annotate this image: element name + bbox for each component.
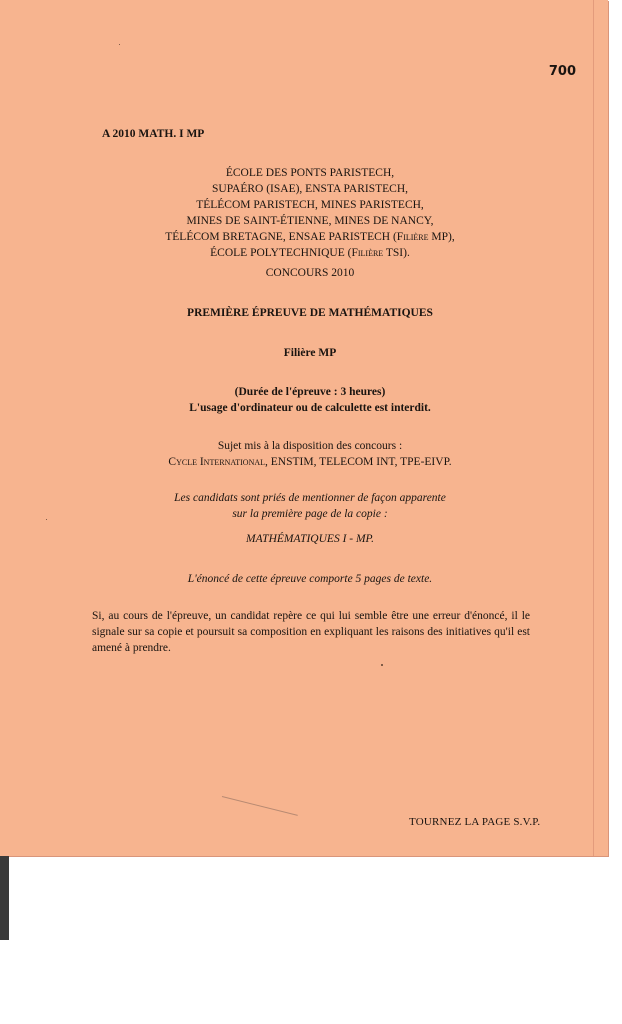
school-line: ÉCOLE DES PONTS PARISTECH,: [225, 167, 395, 179]
calculator-notice: L'usage d'ordinateur ou de calculette est interdit.: [189, 402, 431, 414]
sujet-line: Sujet mis à la disposition des concours :: [217, 440, 403, 452]
page-count-notice: L'énoncé de cette épreuve comporte 5 pages de texte.: [187, 573, 433, 585]
school-line-smallcaps: Filière: [351, 247, 384, 259]
turn-page-notice: TOURNEZ LA PAGE S.V.P.: [409, 816, 541, 828]
school-line-text: TÉLÉCOM BRETAGNE, ENSAE PARISTECH (: [165, 231, 397, 243]
candidates-line: sur la première page de la copie :: [232, 508, 388, 520]
candidates-line: Les candidats sont priés de mentionner de façon apparente: [174, 492, 446, 504]
scan-border-edge: [0, 856, 9, 940]
school-line-smallcaps: Filière: [396, 231, 429, 243]
ink-speck: [119, 44, 120, 45]
exam-code: A 2010 MATH. I MP: [102, 128, 205, 140]
ink-speck: [381, 664, 383, 666]
epreuve-title: PREMIÈRE ÉPREUVE DE MATHÉMATIQUES: [187, 307, 433, 319]
pencil-mark: [222, 796, 298, 816]
candidates-instruction: [0, 490, 620, 522]
sujet-concours-line: [0, 454, 620, 470]
duration-text: (Durée de l'épreuve : 3 heures): [234, 386, 386, 398]
schools-list: [0, 165, 620, 261]
school-line: TÉLÉCOM PARISTECH, MINES PARISTECH,: [196, 199, 424, 211]
school-line: [0, 245, 620, 261]
scan-edge-line: [593, 0, 594, 856]
school-line-end: TSI).: [383, 247, 410, 259]
sujet-block: [0, 438, 620, 470]
cycle-international: Cycle International: [168, 456, 266, 468]
concours-year: CONCOURS 2010: [265, 267, 355, 279]
school-line: MINES DE SAINT-ÉTIENNE, MINES DE NANCY,: [186, 215, 434, 227]
duration-block: [0, 384, 620, 416]
school-line: [0, 229, 620, 245]
filiere-label: Filière MP: [283, 347, 337, 359]
sujet-concours-rest: , ENSTIM, TELECOM INT, TPE-EIVP.: [265, 456, 452, 468]
ink-speck: [46, 519, 47, 520]
school-line-end: MP),: [428, 231, 455, 243]
error-notice-paragraph: Si, au cours de l'épreuve, un candidat repère ce qui lui semble être une erreur d'énoncé, il le signale sur sa copie et poursuit sa composition en expliquant les raisons des initiatives qu'il est amené à prendre.: [92, 610, 530, 654]
school-line: SUPAÉRO (ISAE), ENSTA PARISTECH,: [212, 183, 408, 195]
page-number: 700: [548, 64, 576, 79]
subject-mention: MATHÉMATIQUES I - MP.: [246, 533, 374, 545]
school-line-text: ÉCOLE POLYTECHNIQUE (: [210, 247, 352, 259]
